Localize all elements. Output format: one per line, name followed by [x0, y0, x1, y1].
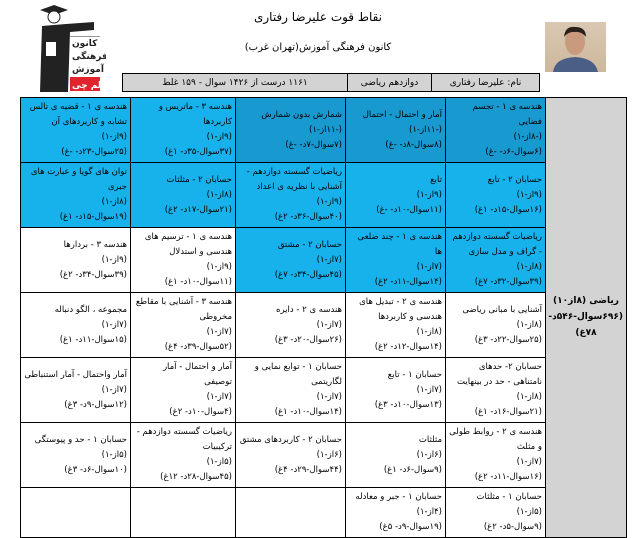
- topic-cell: [131, 293, 236, 358]
- topic-stats: (۳۷سوال-۳۵د- ۱غ): [164, 147, 232, 157]
- table-row: [21, 293, 627, 358]
- topic-rank: (۹از-۱): [206, 262, 232, 272]
- topic-stats: (۱۱سوال-۱۰د- ۱غ): [164, 277, 232, 287]
- topic-cell: [131, 98, 236, 163]
- topic-title: شمارش بدون شمارش: [261, 109, 342, 120]
- topic-stats: (۱۰سوال-۶د- ۳غ): [64, 464, 127, 475]
- topic-rank: (۸از-۱): [516, 319, 542, 330]
- table-row: [21, 358, 627, 423]
- topic-stats: (۱۴سوال-۱۰د- ۱غ): [274, 407, 342, 417]
- topic-rank: (۷از-۱): [101, 319, 127, 330]
- topic-cell: [236, 423, 346, 488]
- topic-stats: (۱۳سوال-۱۰د- ۳غ): [374, 399, 442, 410]
- table-row: [21, 423, 627, 488]
- topic-rank: (۵از-۱): [101, 449, 127, 460]
- topic-cell: [236, 358, 346, 423]
- topic-stats: (۱۶سوال-۱۵د- ۱غ): [474, 204, 542, 215]
- topic-title: هندسه ۳ - ماتریس و کاربردها: [158, 102, 232, 127]
- topic-title: هندسه ی ۲ - تبدیل های هندسی و کاربردها: [359, 297, 442, 322]
- table-row: [21, 163, 627, 228]
- topic-title: هندسه ی ۱ - چند ضلعی ها: [357, 232, 442, 257]
- topic-stats: (۴۵سوال-۲۸د- ۱۲غ): [160, 472, 232, 482]
- topic-stats: (۲۵سوال-۲۳د- -غ): [61, 147, 127, 157]
- topic-stats: (۲۱سوال-۱۶د- ۱غ): [474, 407, 542, 417]
- topic-rank: (۸از-۱): [516, 392, 542, 402]
- topic-cell: [236, 228, 346, 293]
- topic-cell: [346, 358, 446, 423]
- table-row: [21, 488, 627, 538]
- topic-stats: (۴۴سوال-۲۹د- ۴غ): [274, 464, 342, 475]
- topic-cell: [131, 228, 236, 293]
- topic-title: مجموعه ، الگو دنباله: [54, 304, 127, 315]
- topic-cell: [21, 98, 131, 163]
- topic-rank: (-۱۱از-۱): [409, 124, 442, 135]
- topic-title: حسابان ۱ - توابع نمایی و لگاریتمی: [254, 362, 342, 387]
- topic-rank: (۸از-۱): [516, 262, 542, 272]
- topic-rank: (۷از-۱): [416, 262, 442, 272]
- topic-stats: (۲۶سوال-۲۰د- ۳غ): [274, 334, 342, 345]
- topic-title: آمار و احتمال - احتمال: [362, 109, 442, 120]
- topic-cell: [21, 488, 131, 538]
- svg-text:قلم چی: قلم چی: [72, 81, 106, 91]
- overall-stats: ۱۱۶۱ درست از ۱۴۲۶ سوال - ۱۵۹ غلط: [162, 77, 308, 88]
- topic-stats: (۴سوال-۱۰د- ۲غ): [169, 407, 232, 417]
- topic-cell: [236, 98, 346, 163]
- topic-title: حسابان ۱ - حد و پیوستگی: [34, 434, 127, 445]
- topic-title: ریاضیات گسسته دوازدهم - ترکیبیات: [136, 427, 232, 452]
- topic-rank: (۵از-۱): [516, 507, 542, 517]
- student-name: نام: علیرضا رفتاری: [431, 74, 539, 91]
- topic-stats: (۵۲سوال-۳۹د- ۴غ): [164, 342, 232, 352]
- topic-title: حسابان ۱ - جبر و معادله: [355, 492, 442, 502]
- topic-title: توان های گویا و عبارت های جبری: [30, 167, 127, 192]
- topic-rank: (۵از-۱): [206, 457, 232, 467]
- topic-title: هندسه ۳ - آشنایی با مقاطع مخروطی: [135, 297, 232, 322]
- topic-stats: (۴۰سوال-۳۶د- ۲غ): [274, 212, 342, 222]
- topic-rank: (۹از-۱): [416, 189, 442, 200]
- topic-stats: (۱۴سوال-۱۲د- ۲غ): [374, 342, 442, 352]
- student-grade: دوازدهم ریاضی: [347, 74, 431, 91]
- topic-title: حسابان ۲- حدهای نامتناهی - حد در بینهایت: [457, 362, 542, 387]
- topic-rank: (۹از-۱): [316, 197, 342, 207]
- topic-cell: [446, 293, 546, 358]
- topic-rank: (۸از-۱): [101, 197, 127, 207]
- topic-cell: [131, 358, 236, 423]
- topic-rank: (۶از-۱): [416, 449, 442, 460]
- topic-rank: (۹از-۱): [206, 132, 232, 142]
- topic-title: هندسه ی ۲ - دایره: [276, 304, 342, 315]
- topic-cell: [236, 488, 346, 538]
- kanoon-logo: [36, 2, 106, 92]
- topic-cell: [446, 423, 546, 488]
- topic-stats: (۴۵سوال-۳۴د- ۷غ): [274, 269, 342, 280]
- topic-rank: (۷از-۱): [416, 384, 442, 395]
- topic-cell: [21, 358, 131, 423]
- topic-rank: (۷از-۱): [316, 254, 342, 265]
- topic-cell: [21, 293, 131, 358]
- svg-text:کانون: کانون: [72, 39, 98, 49]
- topic-stats: (۱۲سوال-۹د- ۳غ): [64, 399, 127, 410]
- topic-cell: [346, 163, 446, 228]
- institute-name: کانون فرهنگی آموزش(تهران غرب): [244, 42, 392, 53]
- topic-rank: (۷از-۱): [206, 392, 232, 402]
- topic-cell: [346, 423, 446, 488]
- table-row: [21, 98, 627, 163]
- topic-cell: [346, 293, 446, 358]
- topic-stats: (۳۹سوال-۳۴د- ۲غ): [59, 269, 127, 280]
- topic-title: حسابان ۲ - مشتق: [277, 239, 342, 250]
- topic-title: حسابان ۲ - تابع: [487, 174, 542, 185]
- page-title: نقاط قوت علیرضا رفتاری: [253, 10, 383, 24]
- student-photo: [545, 22, 606, 72]
- topic-stats: (۲۱سوال-۱۷د- ۲غ): [164, 204, 232, 215]
- topic-stats: (۱۵سوال-۱۱د- ۱غ): [59, 334, 127, 345]
- topic-stats: (۱۶سوال-۱۱د- ۲غ): [474, 472, 542, 482]
- topic-cell: [21, 423, 131, 488]
- topic-rank: (۶از-۱): [316, 449, 342, 460]
- topic-cell: [131, 423, 236, 488]
- topic-cell: [446, 163, 546, 228]
- topic-rank: (۷از-۱): [316, 392, 342, 402]
- topic-title: حسابان ۱ - مثلثات: [476, 492, 542, 502]
- topic-cell: [446, 488, 546, 538]
- topic-title: هندسه ی ۱ - تجسم فضایی: [472, 102, 542, 127]
- svg-text:آموزش: آموزش: [72, 65, 104, 75]
- topic-cell: [346, 488, 446, 538]
- topic-rank: (-۸از-۱): [513, 132, 542, 142]
- topic-title: هندسه ی ۱ - قضیه ی تالس تشابه و کاربردهای آن: [29, 102, 127, 127]
- topic-cell: [21, 228, 131, 293]
- topic-rank: (۷از-۱): [206, 327, 232, 337]
- topic-stats: (۷سوال-۷د- -غ): [285, 139, 342, 150]
- svg-text:فرهنگی: فرهنگی: [72, 52, 106, 62]
- topic-title: آمار واحتمال - آمار استنباطی: [24, 369, 127, 380]
- topic-title: حسابان ۱ - تابع: [387, 369, 442, 380]
- topic-stats: (۹سوال-۵د- ۲غ): [483, 522, 542, 532]
- topic-rank: (۸از-۱): [206, 189, 232, 200]
- topic-rank: (۷از-۱): [316, 319, 342, 330]
- topic-stats: (۹سوال-۶د- ۱غ): [383, 464, 442, 475]
- topic-rank: (۷از-۱): [101, 384, 127, 395]
- strengths-table: [20, 97, 627, 538]
- topic-cell: [346, 228, 446, 293]
- topic-rank: (۷از-۱): [516, 457, 542, 467]
- topic-stats: (۶سوال-۶د- -غ): [485, 147, 542, 157]
- topic-cell: [131, 163, 236, 228]
- topic-rank: (۹از-۱): [516, 189, 542, 200]
- subject-summary: [546, 98, 627, 538]
- topic-rank: (۹از-۱): [101, 254, 127, 265]
- topic-title: حسابان ۲ - کاربردهای مشتق: [239, 434, 342, 445]
- topic-stats: (۱۹سوال-۹د- ۵غ): [379, 522, 442, 532]
- topic-title: هندسه ی ۱ - ترسیم های هندسی و استدلال: [144, 232, 232, 257]
- topic-rank: (۹از-۱): [101, 132, 127, 142]
- subject-summary-line: ریاضی (۸از۱۰): [553, 296, 619, 306]
- topic-stats: (۱۹سوال-۱۵د- ۱غ): [59, 212, 127, 222]
- subject-summary-line: ۷۸غ): [575, 328, 597, 338]
- graduate-figure-icon: [36, 2, 106, 92]
- topic-cell: [346, 98, 446, 163]
- topic-title: آشنایی با مبانی ریاضی: [462, 304, 542, 315]
- topic-cell: [446, 358, 546, 423]
- table-row: [21, 228, 627, 293]
- topic-stats: (۲۵سوال-۲۲د- ۳غ): [474, 334, 542, 345]
- subject-summary-line: (۶۹۶سوال-۵۴۶د-: [548, 312, 623, 322]
- topic-title: هندسه ۳ - بردارها: [63, 239, 127, 250]
- topic-title: ریاضیات گسسته دوازدهم - گراف و مدل سازی: [452, 232, 542, 257]
- topic-rank: (۴از-۱): [416, 507, 442, 517]
- topic-cell: [446, 228, 546, 293]
- topic-cell: [446, 98, 546, 163]
- topic-stats: (۳۹سوال-۳۲د- ۷غ): [474, 277, 542, 287]
- student-info-bar: [122, 73, 540, 92]
- topic-title: مثلثات: [418, 434, 442, 445]
- topic-cell: [21, 163, 131, 228]
- topic-cell: [236, 293, 346, 358]
- topic-stats: (۸سوال-۸د- -غ): [385, 139, 442, 150]
- topic-title: حسابان ۲ - مثلثات: [166, 174, 232, 185]
- topic-cell: [131, 488, 236, 538]
- topic-stats: (۱۴سوال-۱۱د- ۲غ): [374, 277, 442, 287]
- topic-title: تابع: [430, 174, 442, 185]
- topic-stats: (۱۱سوال-۱۰د- -غ): [376, 204, 442, 215]
- topic-rank: (۸از-۱): [416, 327, 442, 337]
- topic-title: ریاضیات گسسته دوازدهم - آشنایی با نظریه ی اعداد: [246, 167, 342, 192]
- topic-title: هندسه ی ۲ - روابط طولی و مثلث: [449, 427, 542, 452]
- topic-rank: (-۱۱از-۱): [309, 124, 342, 135]
- topic-cell: [236, 163, 346, 228]
- topic-title: آمار و احتمال - آمار توصیفی: [162, 362, 232, 387]
